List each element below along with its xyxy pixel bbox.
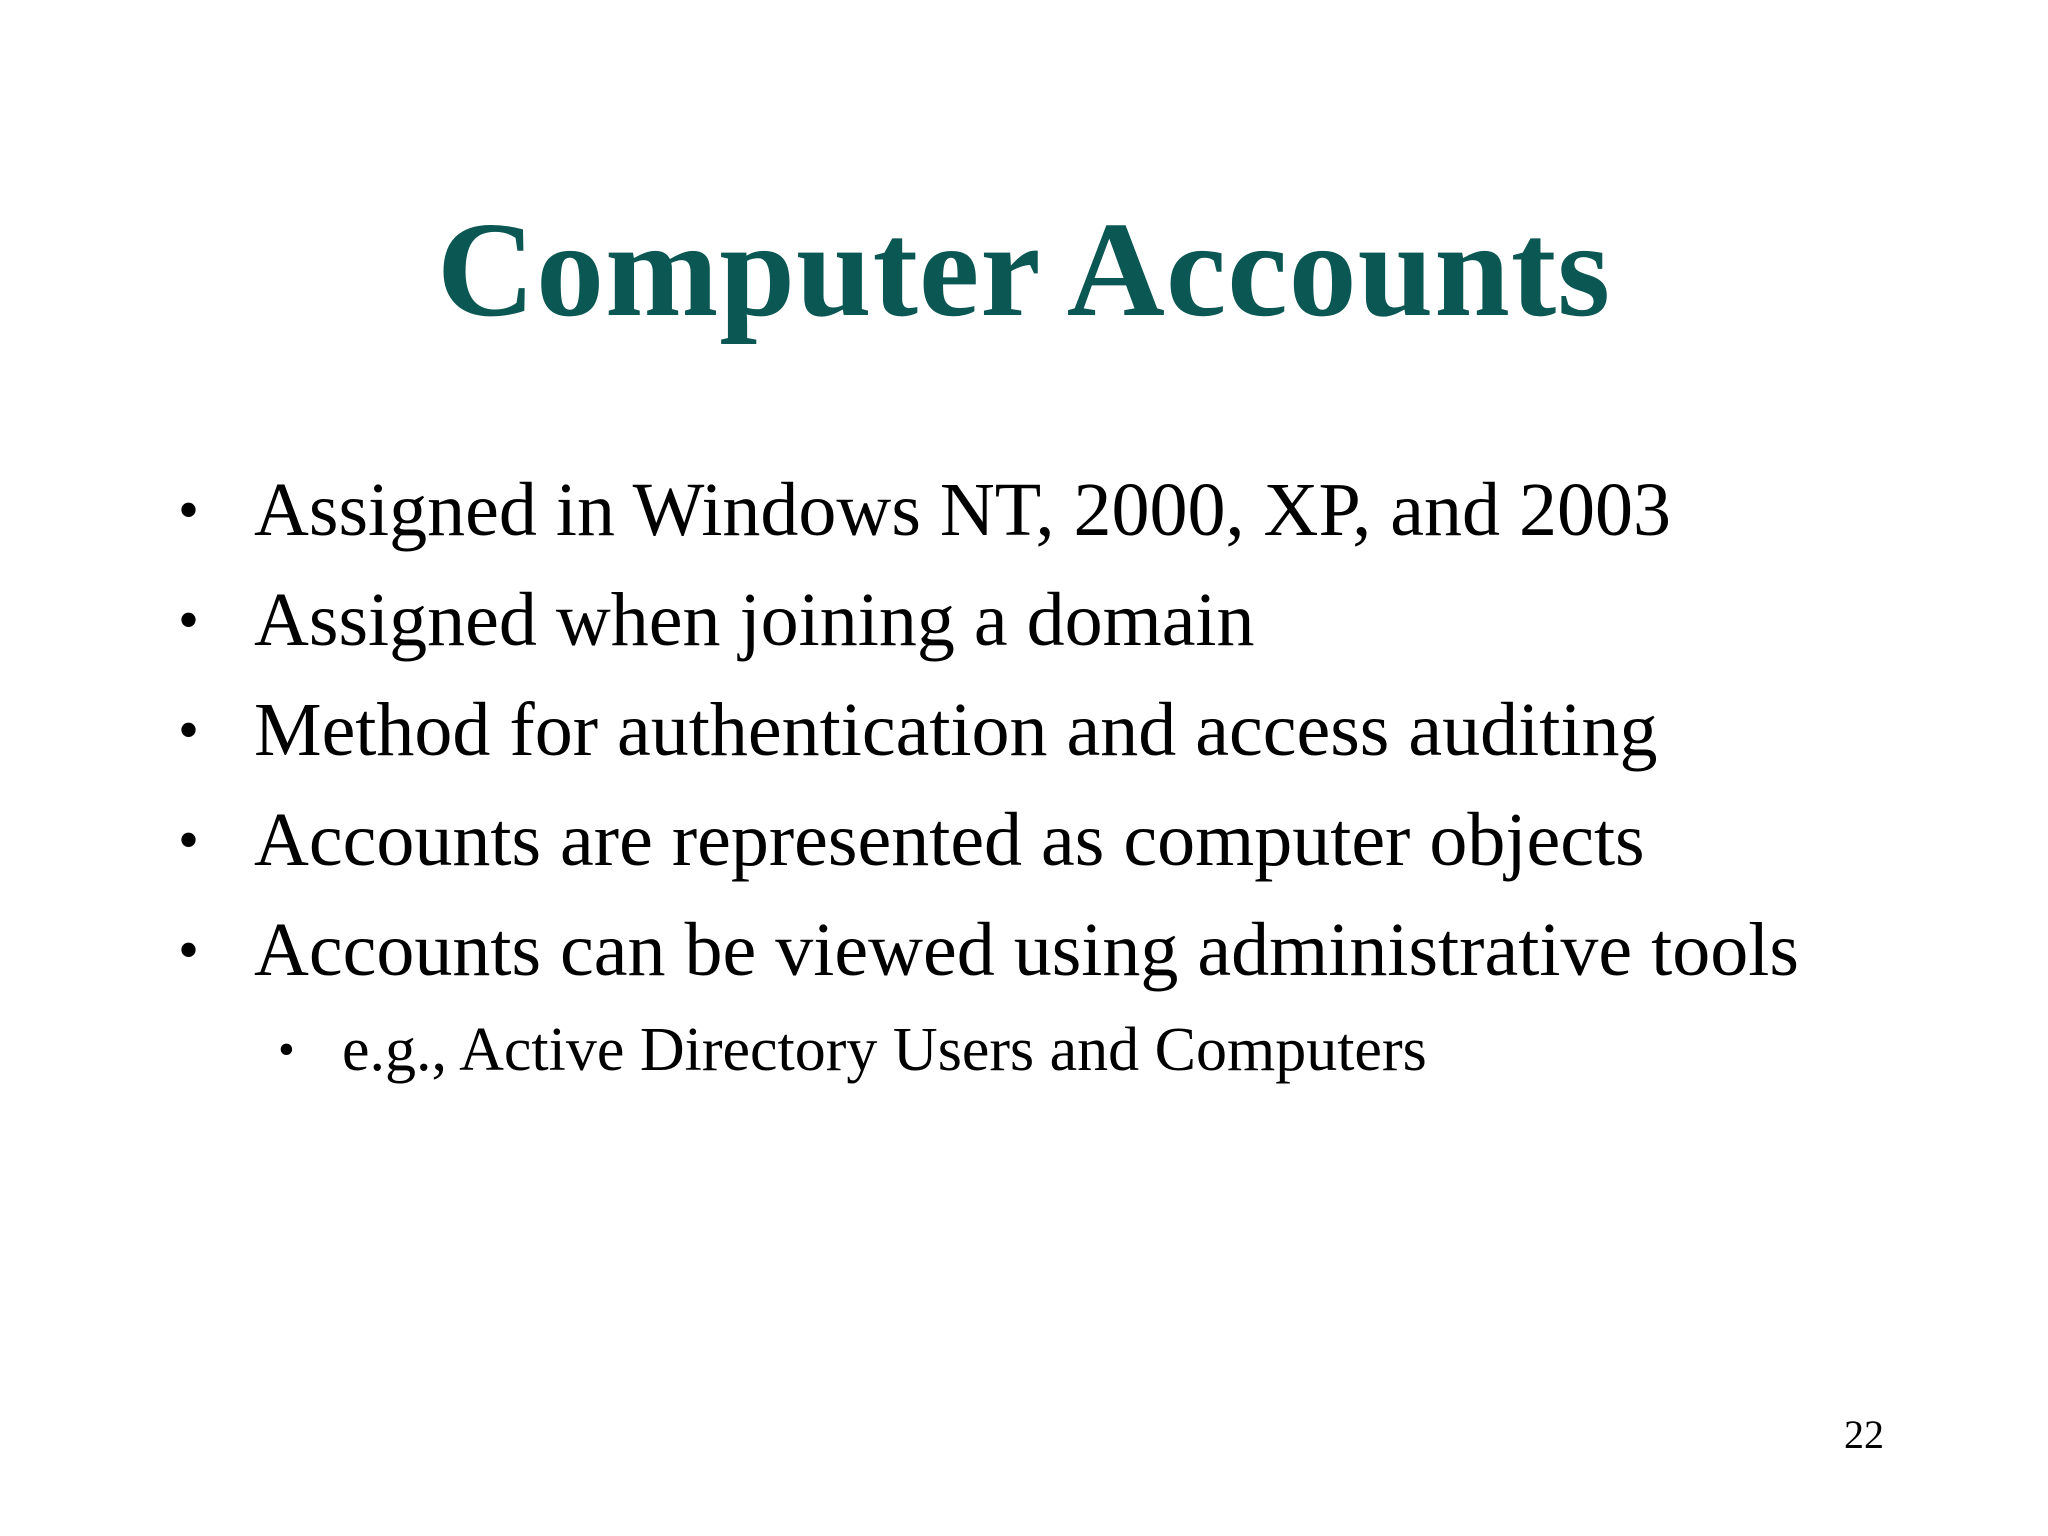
sub-bullet-item bbox=[0, 1005, 2048, 1095]
bullet-dot-icon: • bbox=[178, 917, 200, 983]
bullet-dot-icon: • bbox=[178, 587, 200, 653]
bullet-dot-icon: • bbox=[178, 477, 200, 543]
bullet-text: Assigned when joining a domain bbox=[254, 578, 1255, 662]
slide-title: Computer Accounts bbox=[436, 195, 1612, 345]
bullet-item bbox=[0, 565, 2048, 675]
bullet-dot-icon: • bbox=[178, 697, 200, 763]
bullet-text: Accounts are represented as computer objects bbox=[254, 798, 1645, 882]
sub-bullet-text: e.g., Active Directory Users and Computers bbox=[342, 1016, 1427, 1084]
bullet-list bbox=[0, 455, 2048, 1095]
bullet-item bbox=[0, 455, 2048, 565]
bullet-text: Method for authentication and access auditing bbox=[254, 688, 1658, 772]
bullet-text: Accounts can be viewed using administrative tools bbox=[254, 908, 1799, 992]
sub-bullet-dot-icon: • bbox=[278, 1023, 295, 1076]
page-number: 22 bbox=[1844, 1412, 1884, 1457]
bullet-item bbox=[0, 785, 2048, 895]
bullet-text: Assigned in Windows NT, 2000, XP, and 2003 bbox=[254, 468, 1672, 552]
bullet-item bbox=[0, 675, 2048, 785]
bullet-dot-icon: • bbox=[178, 807, 200, 873]
bullet-item bbox=[0, 895, 2048, 1005]
